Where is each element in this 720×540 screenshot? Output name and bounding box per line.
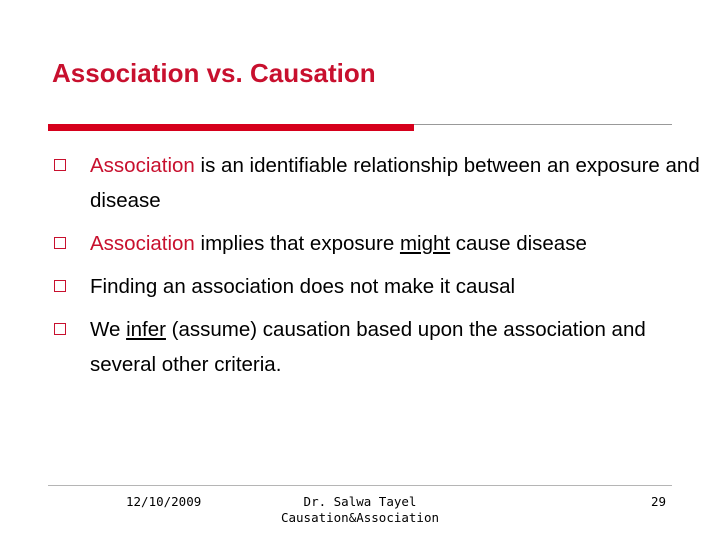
bullet-item: [54, 148, 704, 218]
slide-title: Association vs. Causation: [52, 58, 376, 88]
bullet-text-segment: is an identifiable relationship between an exposure and disease: [90, 154, 700, 212]
bullet-text-segment: Association: [90, 154, 195, 177]
bullet-text-segment: (assume) causation based upon the association and several other criteria.: [90, 318, 646, 376]
hollow-square-bullet-icon: [54, 280, 66, 292]
footer-date: 12/10/2009: [126, 494, 202, 509]
hollow-square-bullet-icon: [54, 237, 66, 249]
bullet-text-segment: We: [90, 318, 127, 341]
bullet-text-segment: implies that exposure: [194, 232, 400, 255]
bullet-item: [54, 312, 704, 382]
hollow-square-bullet-icon: [54, 323, 66, 335]
hollow-square-bullet-icon: [54, 159, 66, 171]
footer-author: Dr. Salwa Tayel: [303, 494, 417, 509]
bullet-text-segment: infer: [126, 318, 166, 341]
footer-rule: [48, 485, 672, 486]
bullet-text-segment: Finding an association does not make it causal: [90, 275, 516, 298]
footer-center: [260, 494, 460, 526]
footer-subtitle: Causation&Association: [280, 510, 440, 525]
title-rule-thin: [414, 124, 672, 125]
bullet-item: [54, 269, 704, 304]
footer-page-number: 29: [650, 494, 666, 509]
bullet-text-segment: cause disease: [450, 232, 587, 255]
bullet-text-segment: Association: [90, 232, 195, 255]
bullet-text-segment: might: [399, 232, 451, 255]
title-rule-accent: [48, 124, 414, 131]
bullet-item: [54, 226, 704, 261]
bullet-list: [54, 148, 704, 390]
